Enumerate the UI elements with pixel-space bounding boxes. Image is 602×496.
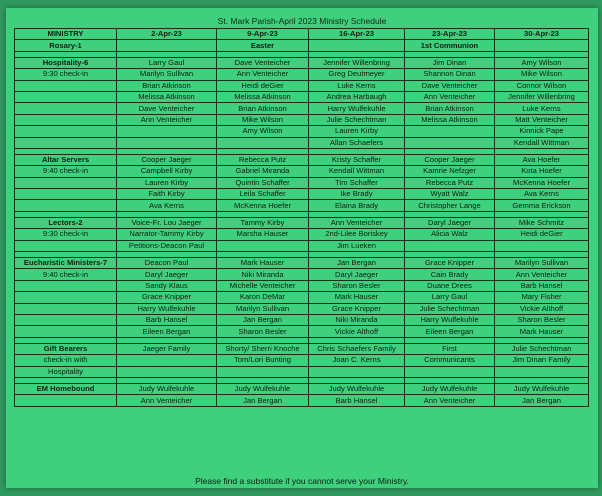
table-row: [15, 383, 589, 394]
assignment-cell: [217, 137, 309, 148]
ministry-cell: [15, 280, 117, 291]
table-row: [15, 326, 589, 337]
assignment-cell: Joan C. Kerns: [309, 355, 405, 366]
assignment-cell: Dave Venteicher: [217, 57, 309, 68]
table-row: [15, 343, 589, 354]
assignment-cell: Deacon Paul: [117, 258, 217, 269]
assignment-cell: McKenna Hoefer: [495, 177, 589, 188]
table-row: [15, 366, 589, 377]
assignment-cell: Mike Wilson: [495, 69, 589, 80]
table-row: [15, 269, 589, 280]
assignment-cell: Barb Hansel: [495, 280, 589, 291]
assignment-cell: Melissa Atkinson: [217, 91, 309, 102]
table-row: [15, 280, 589, 291]
assignment-cell: [217, 240, 309, 251]
header-cell-ministry: MINISTRY: [15, 29, 117, 40]
table-row: [15, 355, 589, 366]
ministry-cell: [15, 292, 117, 303]
table-row: [15, 314, 589, 325]
assignment-cell: Judy Wulfekuhle: [117, 383, 217, 394]
assignment-cell: Sharon Besler: [217, 326, 309, 337]
assignment-cell: Julie Schechtman: [405, 303, 495, 314]
assignment-cell: Larry Gaul: [405, 292, 495, 303]
assignment-cell: 1st Communion: [405, 40, 495, 51]
assignment-cell: Jan Bergan: [309, 258, 405, 269]
header-cell-date: 30-Apr-23: [495, 29, 589, 40]
assignment-cell: Alicia Walz: [405, 229, 495, 240]
assignment-cell: Heidi deGier: [217, 80, 309, 91]
assignment-cell: Jennifer Willenbring: [309, 57, 405, 68]
assignment-cell: Daryl Jaeger: [405, 217, 495, 228]
assignment-cell: Rebecca Putz: [405, 177, 495, 188]
table-row: [15, 240, 589, 251]
assignment-cell: Communicants: [405, 355, 495, 366]
assignment-cell: Vickie Althoff: [309, 326, 405, 337]
assignment-cell: Luke Kerns: [309, 80, 405, 91]
assignment-cell: Jan Bergan: [495, 395, 589, 406]
ministry-cell: 9:40 check-in: [15, 269, 117, 280]
assignment-cell: Grace Knipper: [405, 258, 495, 269]
table-row: [15, 292, 589, 303]
ministry-cell: Hospitality: [15, 366, 117, 377]
assignment-cell: Michelle Venteicher: [217, 280, 309, 291]
assignment-cell: McKenna Hoefer: [217, 200, 309, 211]
assignment-cell: Heidi deGier: [495, 229, 589, 240]
assignment-cell: Amy Wilson: [495, 57, 589, 68]
assignment-cell: Sharon Besler: [309, 280, 405, 291]
table-row: [15, 166, 589, 177]
ministry-cell: [15, 91, 117, 102]
ministry-cell: Eucharistic Ministers-7: [15, 258, 117, 269]
assignment-cell: Lauren Kirby: [309, 126, 405, 137]
assignment-cell: Allan Schaefers: [309, 137, 405, 148]
assignment-cell: Quintin Schaffer: [217, 177, 309, 188]
assignment-cell: Easter: [217, 40, 309, 51]
ministry-cell: [15, 126, 117, 137]
table-row: [15, 103, 589, 114]
assignment-cell: Cooper Jaeger: [405, 154, 495, 165]
assignment-cell: Ann Venteicher: [405, 395, 495, 406]
assignment-cell: Harry Wulfekuhle: [405, 314, 495, 325]
ministry-cell: [15, 326, 117, 337]
assignment-cell: Rebecca Putz: [217, 154, 309, 165]
ministry-cell: [15, 395, 117, 406]
assignment-cell: [309, 40, 405, 51]
assignment-cell: [405, 137, 495, 148]
assignment-cell: Larry Gaul: [117, 57, 217, 68]
assignment-cell: [405, 126, 495, 137]
assignment-cell: Harry Wulfekuhle: [117, 303, 217, 314]
assignment-cell: Brian Atkinson: [405, 103, 495, 114]
assignment-cell: Niki Miranda: [217, 269, 309, 280]
assignment-cell: Mark Hauser: [217, 258, 309, 269]
assignment-cell: [495, 40, 589, 51]
assignment-cell: Luke Kerns: [495, 103, 589, 114]
ministry-cell: Altar Servers: [15, 154, 117, 165]
assignment-cell: Marilyn Sullivan: [217, 303, 309, 314]
ministry-cell: 9:30 check-in: [15, 69, 117, 80]
assignment-cell: Kristy Schaffer: [309, 154, 405, 165]
assignment-cell: Daryl Jaeger: [117, 269, 217, 280]
assignment-cell: Faith Kirby: [117, 189, 217, 200]
assignment-cell: Jim Lueken: [309, 240, 405, 251]
ministry-cell: [15, 200, 117, 211]
assignment-cell: Jennifer Willenbring: [495, 91, 589, 102]
assignment-cell: Elaina Brady: [309, 200, 405, 211]
assignment-cell: Julie Schechtman: [495, 343, 589, 354]
assignment-cell: Ann Venteicher: [117, 395, 217, 406]
ministry-cell: [15, 103, 117, 114]
table-row: [15, 229, 589, 240]
table-row: [15, 395, 589, 406]
assignment-cell: Mark Hauser: [309, 292, 405, 303]
assignment-cell: Mike Wilson: [217, 114, 309, 125]
assignment-cell: Cain Brady: [405, 269, 495, 280]
ministry-cell: Rosary-1: [15, 40, 117, 51]
assignment-cell: Ann Venteicher: [309, 217, 405, 228]
ministry-cell: [15, 137, 117, 148]
assignment-cell: Leila Schaffer: [217, 189, 309, 200]
assignment-cell: Judy Wulfekuhle: [405, 383, 495, 394]
assignment-cell: Duane Drees: [405, 280, 495, 291]
assignment-cell: Petitions-Deacon Paul: [117, 240, 217, 251]
assignment-cell: Ann Venteicher: [495, 269, 589, 280]
assignment-cell: Chris Schaefers Family: [309, 343, 405, 354]
assignment-cell: Shannon Dinan: [405, 69, 495, 80]
schedule-table: [14, 28, 589, 407]
table-row: [15, 69, 589, 80]
assignment-cell: Grace Knipper: [309, 303, 405, 314]
assignment-cell: Kamrie Nefzger: [405, 166, 495, 177]
table-row: [15, 217, 589, 228]
assignment-cell: Brian Atkinson: [217, 103, 309, 114]
assignment-cell: Shorty/ Sherri Knoche: [217, 343, 309, 354]
table-row: [15, 114, 589, 125]
assignment-cell: Dave Venteicher: [405, 80, 495, 91]
assignment-cell: [495, 366, 589, 377]
assignment-cell: Barb Hansel: [117, 314, 217, 325]
header-cell-date: 23-Apr-23: [405, 29, 495, 40]
assignment-cell: Kota Hoefer: [495, 166, 589, 177]
ministry-cell: 9:40 check-in: [15, 166, 117, 177]
ministry-cell: Hospitality-6: [15, 57, 117, 68]
assignment-cell: First: [405, 343, 495, 354]
assignment-cell: Grace Knipper: [117, 292, 217, 303]
assignment-cell: Niki Miranda: [309, 314, 405, 325]
ministry-cell: [15, 189, 117, 200]
schedule-body: [15, 40, 589, 406]
assignment-cell: Brian Atkinson: [117, 80, 217, 91]
assignment-cell: Campbell Kirby: [117, 166, 217, 177]
assignment-cell: Vickie Althoff: [495, 303, 589, 314]
header-row: [15, 29, 589, 40]
assignment-cell: Marilyn Sullivan: [495, 258, 589, 269]
assignment-cell: [117, 355, 217, 366]
ministry-cell: [15, 80, 117, 91]
assignment-cell: Voice-Fr. Lou Jaeger: [117, 217, 217, 228]
assignment-cell: Kinnick Pape: [495, 126, 589, 137]
header-cell-date: 16-Apr-23: [309, 29, 405, 40]
assignment-cell: Jan Bergan: [217, 314, 309, 325]
table-row: [15, 80, 589, 91]
assignment-cell: Harry Wulfekuhle: [309, 103, 405, 114]
table-row: [15, 126, 589, 137]
table-row: [15, 200, 589, 211]
table-row: [15, 189, 589, 200]
assignment-cell: Ann Venteicher: [217, 69, 309, 80]
table-row: [15, 258, 589, 269]
ministry-cell: Gift Bearers: [15, 343, 117, 354]
assignment-cell: Mary Fisher: [495, 292, 589, 303]
assignment-cell: Melissa Atkinson: [117, 91, 217, 102]
ministry-cell: Lectors-2: [15, 217, 117, 228]
assignment-cell: Eileen Bergan: [117, 326, 217, 337]
assignment-cell: Gabriel Miranda: [217, 166, 309, 177]
footer-note: Please find a substitute if you cannot serve your Ministry.: [195, 476, 409, 486]
assignment-cell: Tom/Lori Bunting: [217, 355, 309, 366]
ministry-cell: check-in with: [15, 355, 117, 366]
assignment-cell: [117, 126, 217, 137]
assignment-cell: Barb Hansel: [309, 395, 405, 406]
assignment-cell: Marsha Hauser: [217, 229, 309, 240]
ministry-cell: EM Homebound: [15, 383, 117, 394]
assignment-cell: Tammy Kirby: [217, 217, 309, 228]
ministry-cell: [15, 303, 117, 314]
assignment-cell: [117, 40, 217, 51]
assignment-cell: [117, 137, 217, 148]
table-row: [15, 154, 589, 165]
table-row: [15, 40, 589, 51]
assignment-cell: Jan Bergan: [217, 395, 309, 406]
assignment-cell: Sharon Besler: [495, 314, 589, 325]
schedule-sheet: [6, 8, 598, 488]
assignment-cell: Cooper Jaeger: [117, 154, 217, 165]
assignment-cell: [309, 366, 405, 377]
assignment-cell: [405, 366, 495, 377]
assignment-cell: Marilyn Sullivan: [117, 69, 217, 80]
assignment-cell: Judy Wulfekuhle: [495, 383, 589, 394]
assignment-cell: Jaeger Family: [117, 343, 217, 354]
assignment-cell: Connor Wilson: [495, 80, 589, 91]
table-row: [15, 177, 589, 188]
assignment-cell: Lauren Kirby: [117, 177, 217, 188]
assignment-cell: Judy Wulfekuhle: [309, 383, 405, 394]
assignment-cell: [217, 366, 309, 377]
assignment-cell: [495, 240, 589, 251]
assignment-cell: Melissa Atkinson: [405, 114, 495, 125]
assignment-cell: 2nd-Lilee Boriskey: [309, 229, 405, 240]
ministry-cell: [15, 114, 117, 125]
assignment-cell: Kendall Wittman: [495, 137, 589, 148]
assignment-cell: Jim Dinan: [405, 57, 495, 68]
assignment-cell: Greg Deutmeyer: [309, 69, 405, 80]
schedule-title: St. Mark Parish-April 2023 Ministry Schedule: [217, 16, 387, 26]
assignment-cell: Mark Hauser: [495, 326, 589, 337]
ministry-cell: 9:30 check-in: [15, 229, 117, 240]
assignment-cell: Karon DeMar: [217, 292, 309, 303]
assignment-cell: Ava Kerns: [495, 189, 589, 200]
assignment-cell: Wyatt Walz: [405, 189, 495, 200]
assignment-cell: Christopher Lange: [405, 200, 495, 211]
assignment-cell: Gemma Erickson: [495, 200, 589, 211]
assignment-cell: Mike Schmitz: [495, 217, 589, 228]
assignment-cell: Jim Dinan Family: [495, 355, 589, 366]
table-row: [15, 303, 589, 314]
ministry-cell: [15, 240, 117, 251]
assignment-cell: [117, 366, 217, 377]
assignment-cell: Tim Schaffer: [309, 177, 405, 188]
assignment-cell: [405, 240, 495, 251]
assignment-cell: Julie Schechtman: [309, 114, 405, 125]
assignment-cell: Matt Venteicher: [495, 114, 589, 125]
assignment-cell: Dave Venteicher: [117, 103, 217, 114]
assignment-cell: Judy Wulfekuhle: [217, 383, 309, 394]
table-row: [15, 57, 589, 68]
assignment-cell: Ann Venteicher: [117, 114, 217, 125]
header-cell-date: 9-Apr-23: [217, 29, 309, 40]
assignment-cell: Kendall Wittman: [309, 166, 405, 177]
header-cell-date: 2-Apr-23: [117, 29, 217, 40]
assignment-cell: Andrea Harbaugh: [309, 91, 405, 102]
assignment-cell: Ava Hoefer: [495, 154, 589, 165]
assignment-cell: Daryl Jaeger: [309, 269, 405, 280]
table-row: [15, 91, 589, 102]
ministry-cell: [15, 314, 117, 325]
assignment-cell: Sandy Klaus: [117, 280, 217, 291]
assignment-cell: Ava Kerns: [117, 200, 217, 211]
assignment-cell: Amy Wilson: [217, 126, 309, 137]
table-row: [15, 137, 589, 148]
assignment-cell: Eileen Bergan: [405, 326, 495, 337]
ministry-cell: [15, 177, 117, 188]
assignment-cell: Ike Brady: [309, 189, 405, 200]
assignment-cell: Narrator-Tammy Kirby: [117, 229, 217, 240]
assignment-cell: Ann Venteicher: [405, 91, 495, 102]
